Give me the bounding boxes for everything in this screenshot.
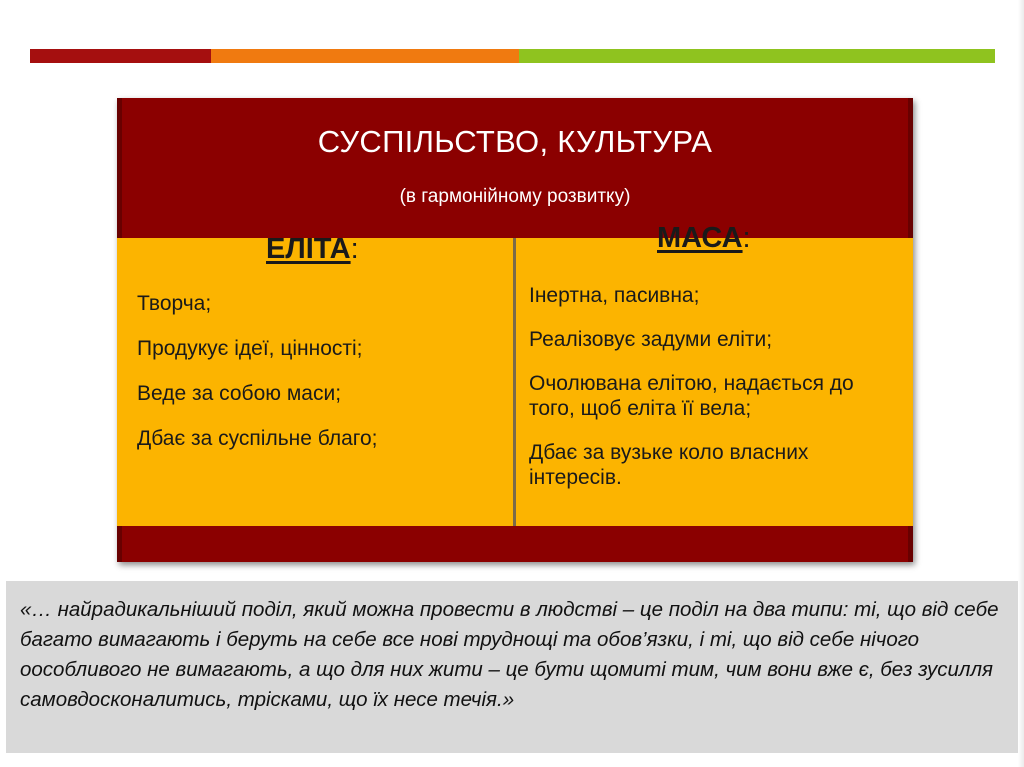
mass-heading xyxy=(657,222,751,255)
header-subtitle: (в гармонійному розвитку) xyxy=(399,186,631,207)
elite-column xyxy=(122,233,516,526)
mass-heading-text: МАСА xyxy=(657,222,743,254)
elite-heading-text: ЕЛІТА xyxy=(266,233,351,265)
top-decorative-band xyxy=(30,49,995,63)
list-item: Веде за собою маси; xyxy=(137,382,342,405)
list-item: Дбає за суспільне благо; xyxy=(137,427,378,450)
card-footer-bar xyxy=(117,526,913,562)
card-header xyxy=(117,98,913,238)
list-item: Дбає за вузьке коло власних інтересів. xyxy=(529,441,809,489)
band-segment-green xyxy=(519,49,995,63)
elite-heading-colon: : xyxy=(350,233,359,265)
mass-column xyxy=(516,222,909,526)
band-segment-orange xyxy=(211,49,519,63)
elite-traits-list xyxy=(137,291,507,471)
elite-heading xyxy=(266,233,359,266)
society-culture-card xyxy=(117,98,913,562)
mass-traits-list xyxy=(529,283,899,509)
quote-text: «… найрадикальніший поділ, який можна провести в людстві – це поділ на два типи: ті, що від себе багато вимагають і беруть на себе все нові труднощі та обов’язки, і ті, що від себе нічого оособливого не вимагають, а що для них жити – це бути щомиті тим, чим вони вже є, без зусилля самовдосконалитись, трісками, що їх несе течія.» xyxy=(20,598,999,711)
list-item: Інертна, пасивна; xyxy=(529,284,700,307)
list-item: Продукує ідеї, цінності; xyxy=(137,337,363,360)
band-segment-red xyxy=(30,49,211,63)
list-item: Очолювана елітою, надається до того, щоб еліта її вела; xyxy=(529,372,854,420)
list-item: Реалізовує задуми еліти; xyxy=(529,328,773,351)
quote-box xyxy=(6,581,1018,753)
mass-heading-colon: : xyxy=(742,222,751,254)
list-item: Творча; xyxy=(137,292,212,315)
right-edge-shade xyxy=(1018,0,1024,767)
header-title: СУСПІЛЬСТВО, КУЛЬТУРА xyxy=(317,124,713,159)
